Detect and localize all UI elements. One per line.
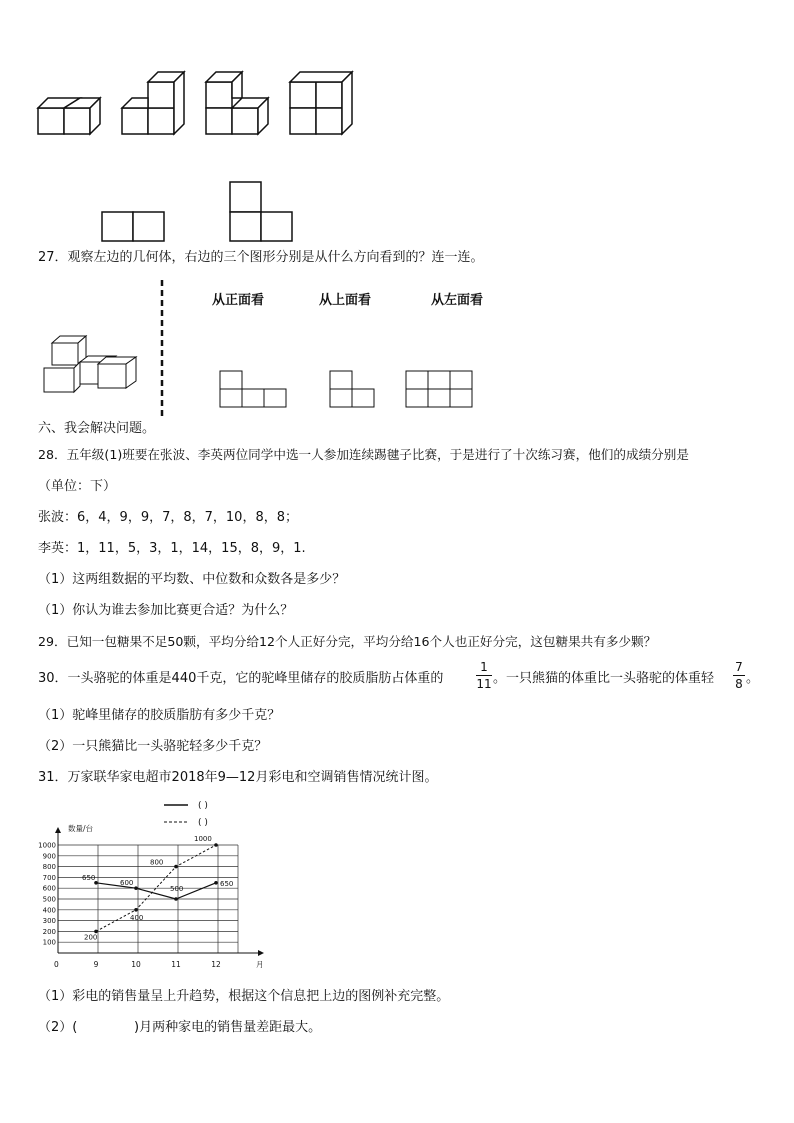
y-tick-label: 600 — [42, 884, 56, 893]
section6-heading: 六、我会解决问题。 — [38, 421, 156, 436]
data-point-dashed — [174, 865, 178, 869]
q28-sub2: （1）你认为谁去参加比赛更合适？为什么？ — [38, 603, 294, 618]
y-axis-arrow — [55, 827, 61, 833]
data-label-dashed: 1000 — [194, 835, 212, 843]
y-tick-label: 700 — [42, 873, 56, 882]
data-point-dashed — [214, 843, 218, 847]
q28-li: 李英：1，11，5，3，1，14，15，8，9，1. — [38, 541, 306, 556]
y-axis-label: 数量/台 — [68, 824, 94, 833]
y-tick-label: 400 — [42, 906, 56, 915]
y-tick-label: 1000 — [38, 841, 56, 850]
origin-label: 0 — [54, 960, 59, 969]
q30-part3: 。 — [746, 671, 760, 686]
data-label-solid: 650 — [82, 873, 96, 882]
y-tick-label: 100 — [42, 938, 56, 947]
view-label-left: 从左面看 — [431, 293, 484, 308]
series-line-solid — [96, 883, 216, 899]
y-tick-label: 500 — [42, 895, 56, 904]
sales-line-chart — [38, 824, 268, 969]
q30-fraction-2 — [733, 660, 745, 691]
q27-view-shapes — [0, 0, 794, 420]
fraction-1-numerator: 1 — [480, 660, 488, 674]
view-label-front: 从正面看 — [212, 293, 265, 308]
x-tick-label: 12 — [211, 960, 221, 969]
q28-zhang: 张波：6，4，9，9，7，8，7，10，8，8； — [38, 510, 298, 525]
y-tick-label: 200 — [42, 927, 56, 936]
y-tick-label: 900 — [42, 852, 56, 861]
data-point-solid — [174, 897, 178, 901]
q30-sub2: （2）一只熊猫比一头骆驼轻多少千克？ — [38, 739, 268, 754]
data-label-dashed: 200 — [84, 933, 98, 942]
q28-line2: （单位：下） — [38, 479, 117, 494]
q30-part1: 30．一头骆驼的体重是440千克，它的驼峰里储存的胶质脂肪占体重的 — [38, 671, 444, 686]
data-label-solid: 500 — [170, 885, 184, 893]
y-tick-label: 800 — [42, 863, 56, 872]
x-tick-label: 11 — [171, 960, 181, 969]
q31-title: 31．万家联华家电超市2018年9—12月彩电和空调销售情况统计图。 — [38, 770, 438, 785]
x-axis-label: 月 — [256, 960, 264, 969]
q31-sub2-prefix: （2）( — [38, 1020, 78, 1035]
q31-sub1: （1）彩电的销售量呈上升趋势，根据这个信息把上边的图例补充完整。 — [38, 989, 450, 1004]
data-label-solid: 600 — [120, 879, 134, 888]
q27-text: 27．观察左边的几何体，右边的三个图形分别是从什么方向看到的？连一连。 — [38, 250, 484, 265]
data-label-dashed: 800 — [150, 858, 164, 867]
q31-answer-blank[interactable] — [82, 1020, 132, 1036]
x-tick-label: 9 — [93, 960, 99, 969]
data-label-dashed: 400 — [130, 913, 144, 922]
legend-solid-blank[interactable]: ( ) — [198, 801, 208, 811]
q30-sub1: （1）驼峰里储存的胶质脂肪有多少千克？ — [38, 708, 281, 723]
data-point-solid — [214, 881, 218, 885]
x-axis-arrow — [258, 950, 264, 956]
view-label-top: 从上面看 — [319, 293, 372, 308]
q28-line1: 28．五年级(1)班要在张波、李英两位同学中选一人参加连续踢毽子比赛，于是进行了十次练习赛，他们的成绩分别是 — [38, 447, 689, 462]
q30-fraction-1 — [476, 660, 492, 691]
y-tick-label: 300 — [42, 917, 56, 926]
q30-part2: 。一只熊猫的体重比一头骆驼的体重轻 — [493, 671, 715, 686]
fraction-2-numerator: 7 — [735, 660, 743, 674]
data-point-solid — [134, 886, 138, 890]
q29-text: 29．已知一包糖果不足50颗，平均分给12个人正好分完，平均分给16个人也正好分完，这包糖果共有多少颗？ — [38, 634, 657, 649]
legend-dashed-blank[interactable]: ( ) — [198, 818, 208, 828]
q31-sub2-suffix: )月两种家电的销售量差距最大。 — [134, 1020, 322, 1035]
fraction-2-denominator: 8 — [735, 677, 743, 691]
q28-sub1: （1）这两组数据的平均数、中位数和众数各是多少？ — [38, 572, 346, 587]
x-tick-label: 10 — [131, 960, 141, 969]
data-point-dashed — [134, 908, 138, 912]
fraction-1-denominator: 11 — [476, 677, 492, 691]
data-label-solid: 650 — [220, 879, 234, 888]
